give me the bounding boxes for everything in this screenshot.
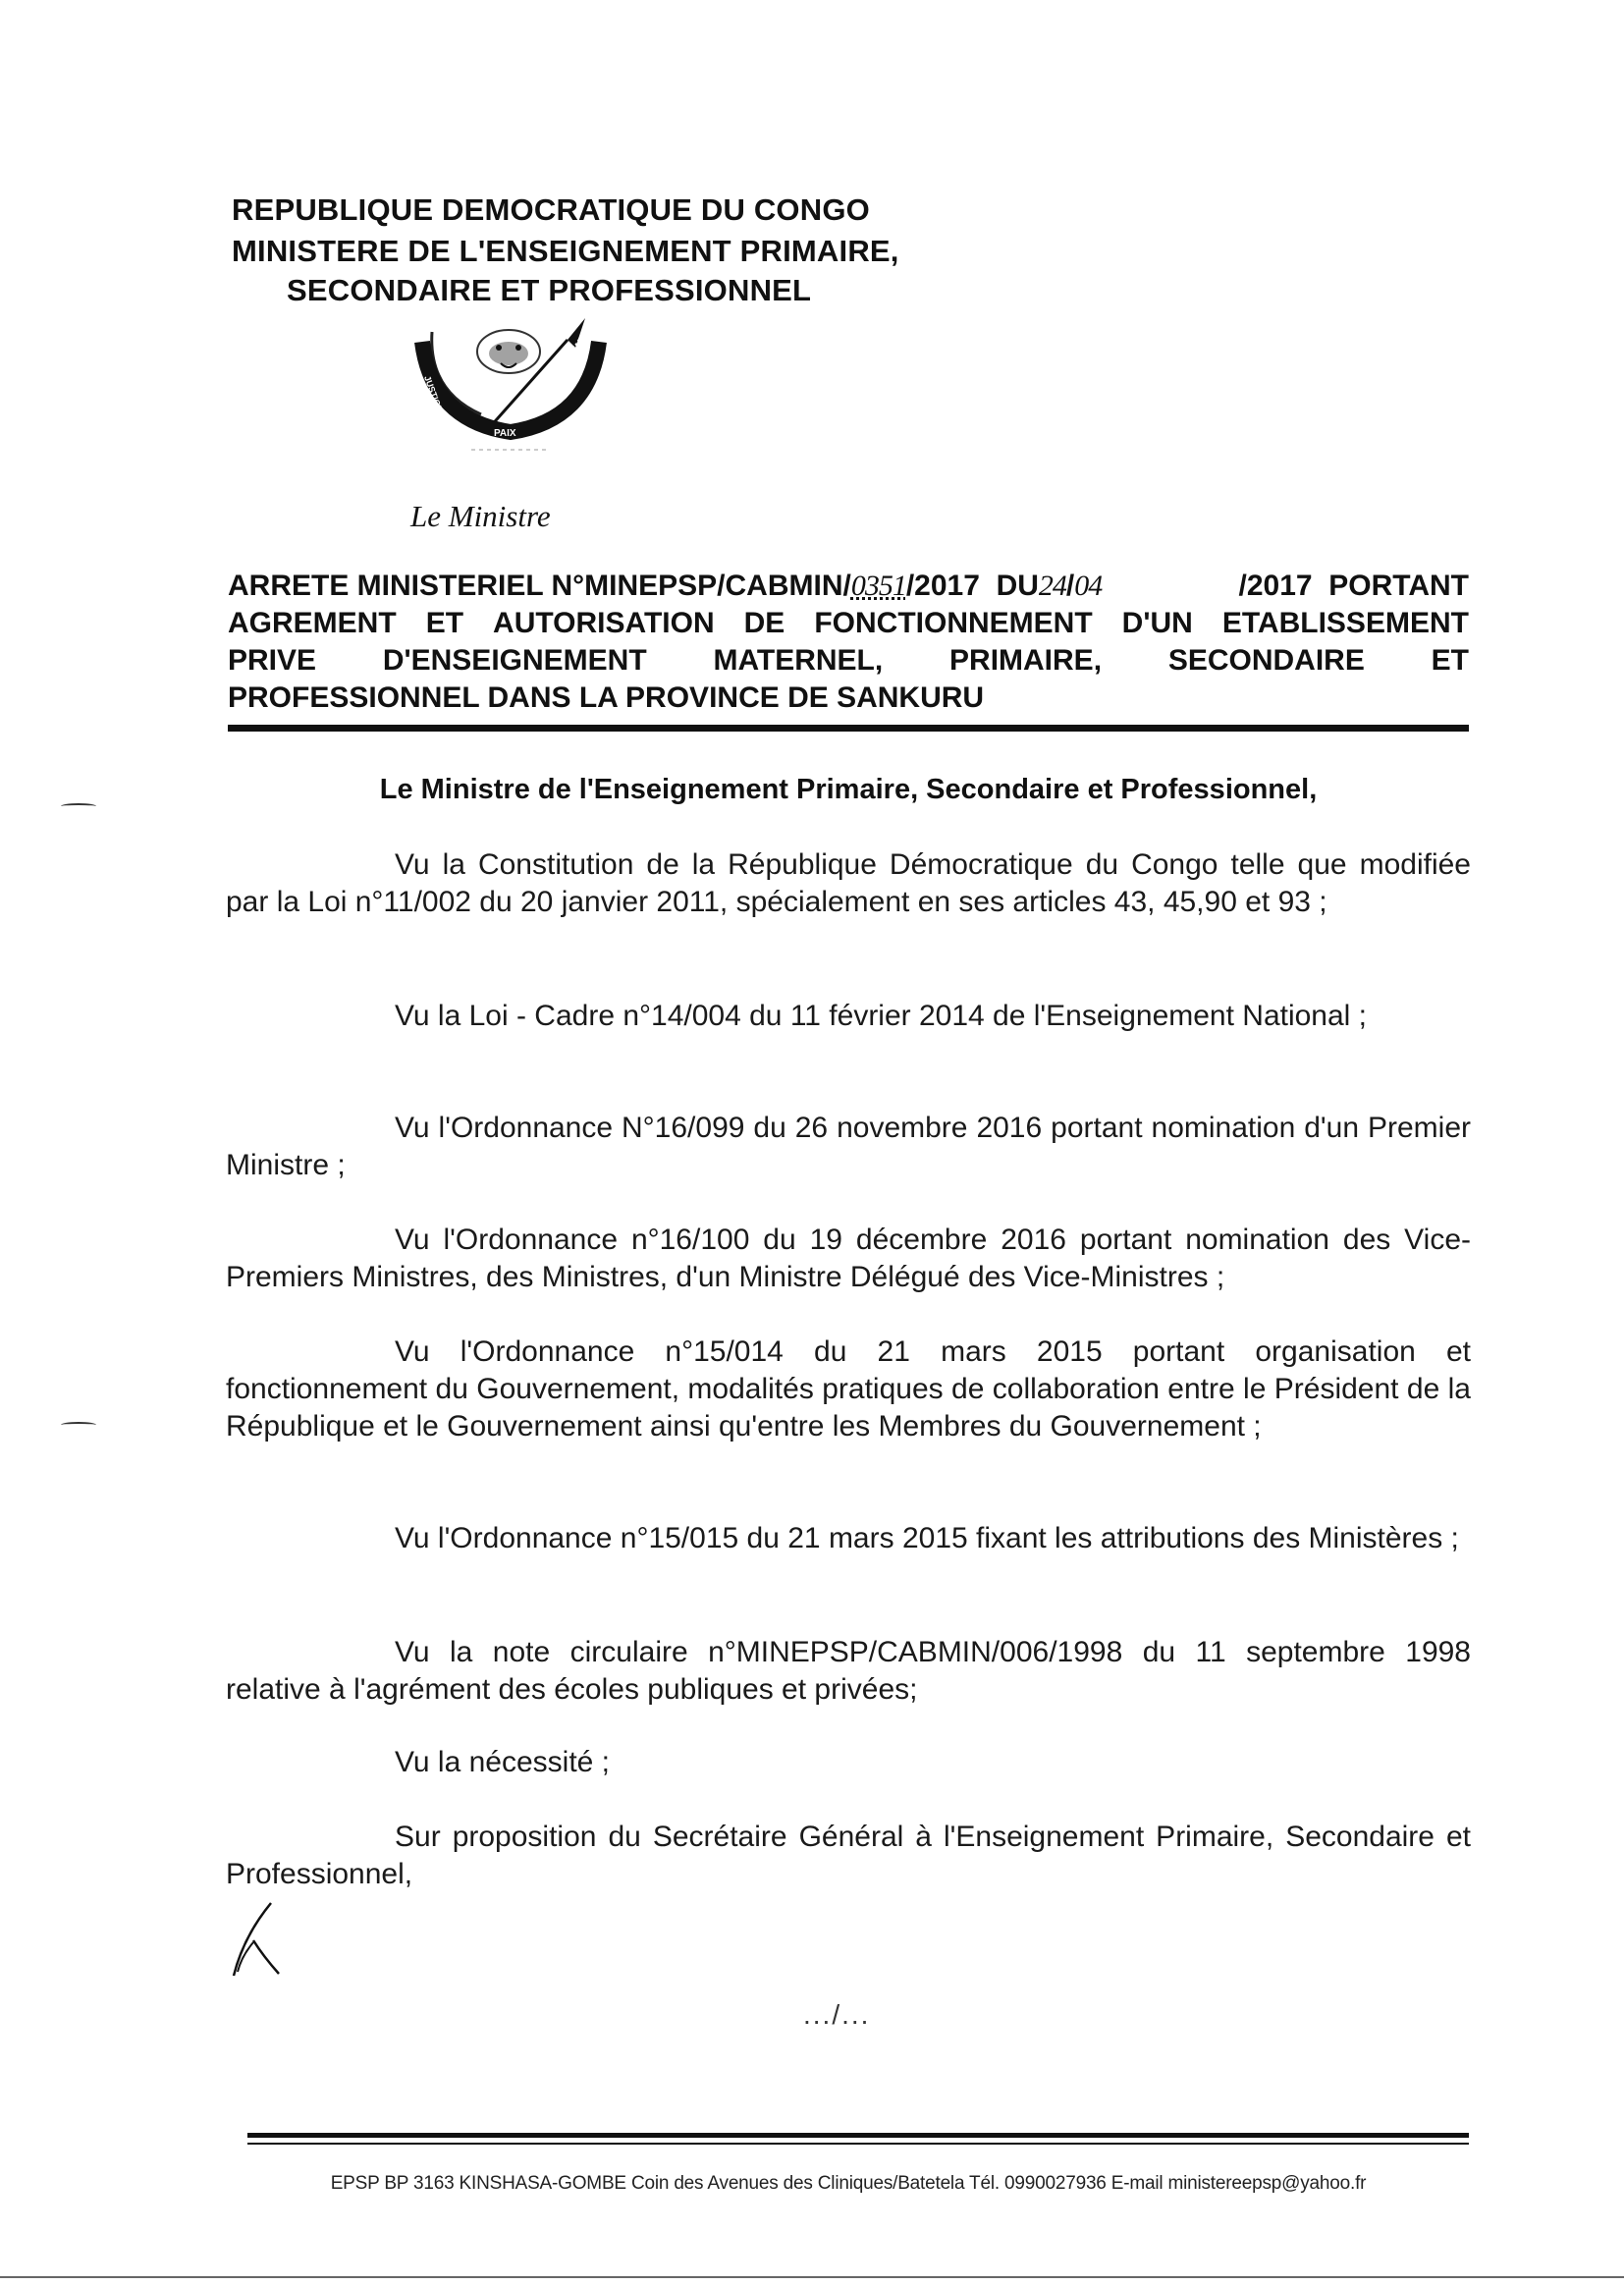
decree-word: ET <box>1431 644 1469 677</box>
ribbon-center-label: PAIX <box>494 428 516 439</box>
coat-of-arms-emblem <box>403 312 638 460</box>
decree-word: AGREMENT <box>228 607 397 639</box>
decree-title <box>228 568 1469 717</box>
decree-reference-line <box>228 568 1469 605</box>
decree-word: ETABLISSEMENT <box>1221 607 1469 639</box>
coat-of-arms-icon <box>403 312 638 460</box>
paragraph-ordonnance-gouvernement: Vu l'Ordonnance n°15/014 du 21 mars 2015 portant organisation et fonctionnement du Gouvernement, modalités pratiques de collaboration entre le Président de la République et le Gouvernement ainsi qu'entre les Membres du Gouvernement ; <box>226 1335 1471 1442</box>
minister-intro: Le Ministre de l'Enseignement Primaire, Secondaire et Professionnel, <box>379 774 1318 805</box>
decree-date-suffix: /2017 PORTANT <box>1238 570 1469 602</box>
decree-word: D'UN <box>1121 607 1193 639</box>
ministry-heading-continued: SECONDAIRE ET PROFESSIONNEL <box>287 273 812 307</box>
decree-day-handwritten: 24 <box>1038 570 1066 602</box>
ribbon-right-label: TRAVAIL <box>561 333 588 370</box>
handwritten-initial <box>224 1897 302 1986</box>
decree-word: AUTORISATION <box>493 607 715 639</box>
scan-margin-mark <box>61 1422 96 1428</box>
footer-divider-thick <box>247 2133 1469 2138</box>
minister-title: Le Ministre <box>410 499 551 533</box>
continuation-mark: .../... <box>803 1999 871 2030</box>
footer-divider-thin <box>247 2143 1469 2145</box>
paragraph-ordonnance-premier-ministre: Vu l'Ordonnance N°16/099 du 26 novembre 2016 portant nomination d'un Premier Ministre ; <box>226 1112 1471 1181</box>
scan-edge-line <box>0 2276 1624 2278</box>
decree-word: FONCTIONNEMENT <box>814 607 1093 639</box>
decree-word: MATERNEL, <box>713 644 884 677</box>
decree-title-line-4: PROFESSIONNEL DANS LA PROVINCE DE SANKURU <box>228 681 985 714</box>
decree-number-handwritten: 0351 <box>850 570 906 602</box>
decree-word: PRIVE <box>228 644 317 677</box>
decree-ref-prefix: ARRETE MINISTERIEL N°MINEPSP/CABMIN/ <box>228 570 851 602</box>
ministry-heading: MINISTERE DE L'ENSEIGNEMENT PRIMAIRE, <box>232 234 899 268</box>
paragraph-loi-cadre: Vu la Loi - Cadre n°14/004 du 11 février 2014 de l'Enseignement National ; <box>395 1000 1368 1032</box>
paragraph-constitution: Vu la Constitution de la République Démocratique du Congo telle que modifiée par la Loi n°11/002 du 20 janvier 2011, spécialement en ses articles 43, 45,90 et 93 ; <box>226 848 1471 918</box>
decree-word: D'ENSEIGNEMENT <box>382 644 647 677</box>
paragraph-necessite: Vu la nécessité ; <box>395 1746 611 1778</box>
decree-word: DE <box>743 607 785 639</box>
title-divider <box>228 725 1469 732</box>
decree-month-handwritten: 04 <box>1074 570 1103 602</box>
country-heading: REPUBLIQUE DEMOCRATIQUE DU CONGO <box>232 192 870 227</box>
decree-word: ET <box>425 607 464 639</box>
decree-title-line-3 <box>228 642 1469 680</box>
decree-date-separator: / <box>1065 570 1075 602</box>
paragraph-note-circulaire: Vu la note circulaire n°MINEPSP/CABMIN/006/1998 du 11 septembre 1998 relative à l'agrément des écoles publiques et privées; <box>226 1636 1471 1706</box>
decree-word: SECONDAIRE <box>1167 644 1365 677</box>
footer-address: EPSP BP 3163 KINSHASA-GOMBE Coin des Avenues des Cliniques/Batetela Tél. 0990027936 E-mail ministereepsp@yahoo.fr <box>330 2173 1367 2194</box>
decree-ref-year: /2017 DU <box>905 570 1039 602</box>
decree-title-line-2 <box>228 605 1469 642</box>
decree-word: PRIMAIRE, <box>949 644 1103 677</box>
paragraph-proposition: Sur proposition du Secrétaire Général à l'Enseignement Primaire, Secondaire et Professionnel, <box>226 1821 1471 1890</box>
ribbon-left-label: JUSTICE <box>422 374 445 413</box>
scan-margin-mark <box>61 803 96 809</box>
paragraph-ordonnance-vice-premiers: Vu l'Ordonnance n°16/100 du 19 décembre 2016 portant nomination des Vice-Premiers Ministres, des Ministres, d'un Ministre Délégué des Vice-Ministres ; <box>226 1224 1471 1293</box>
paragraph-ordonnance-attributions: Vu l'Ordonnance n°15/015 du 21 mars 2015 fixant les attributions des Ministères ; <box>395 1522 1459 1554</box>
